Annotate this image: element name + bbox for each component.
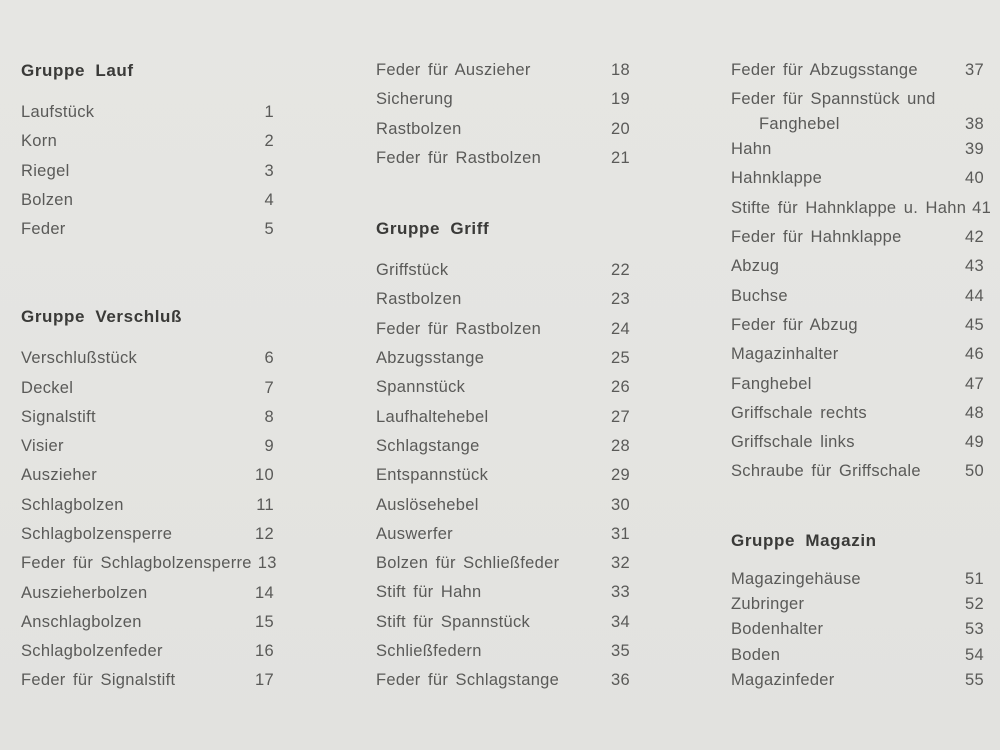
part-number: 54 (965, 645, 984, 664)
part-label: Sicherung (376, 90, 453, 109)
part-label (731, 85, 959, 135)
part-number: 50 (965, 462, 984, 481)
part-label: Laufhaltehebel (376, 407, 489, 426)
part-label: Rastbolzen (376, 119, 462, 138)
part-number: 36 (611, 671, 630, 690)
part-row (21, 491, 274, 520)
part-label: Boden (731, 645, 781, 664)
part-label: Signalstift (21, 407, 96, 426)
part-number: 12 (255, 525, 274, 543)
part-row (21, 520, 274, 549)
part-row (21, 156, 274, 185)
part-label: Hahn (731, 140, 772, 159)
part-number: 43 (965, 257, 984, 276)
part-label: Griffstück (376, 261, 449, 280)
part-number: 2 (264, 132, 274, 151)
part-label-line2: Fanghebel (759, 115, 840, 134)
part-label: Korn (21, 132, 58, 151)
part-number: 21 (611, 149, 630, 168)
part-row (21, 403, 274, 432)
part-number: 29 (611, 466, 630, 485)
part-label: Schlagbolzenfeder (21, 642, 163, 661)
part-number: 19 (611, 90, 630, 109)
part-number: 41 (972, 198, 992, 217)
part-number: 11 (256, 495, 274, 514)
part-label: Abzug (731, 257, 780, 276)
part-row (731, 135, 984, 164)
part-label: Visier (21, 437, 64, 456)
part-label: Auszieherbolzen (21, 583, 148, 602)
part-label: Feder für Rastbolzen (376, 319, 542, 338)
part-label: Magazinhalter (731, 345, 839, 364)
part-row (731, 164, 984, 193)
part-row (376, 432, 630, 461)
part-row (21, 186, 274, 215)
part-label: Griffschale links (731, 433, 855, 452)
part-row (376, 461, 630, 490)
parts-list (21, 344, 277, 696)
part-row (731, 252, 984, 281)
part-label: Fanghebel (731, 374, 812, 393)
part-row (376, 115, 630, 144)
group-header: Gruppe Griff (376, 218, 490, 238)
part-label: Laufstück (21, 102, 95, 121)
part-label: Zubringer (731, 595, 805, 614)
parts-list (731, 56, 992, 487)
part-row (376, 402, 630, 431)
part-number: 35 (611, 641, 630, 660)
parts-list (376, 256, 630, 695)
part-label: Schraube für Griffschale (731, 462, 921, 481)
part-number: 38 (965, 115, 984, 134)
part-row (21, 637, 274, 666)
part-label: Bolzen für Schließfeder (376, 554, 560, 573)
part-number: 26 (611, 378, 630, 397)
part-row (21, 127, 274, 156)
part-label: Magazingehäuse (731, 569, 861, 588)
part-number: 8 (264, 407, 274, 426)
part-label: Feder für Abzug (731, 315, 858, 334)
part-number: 27 (611, 407, 630, 426)
part-row (731, 617, 984, 642)
part-number: 7 (264, 378, 274, 397)
part-row (376, 315, 630, 344)
parts-column (21, 56, 277, 696)
part-label-line1: Feder für Spannstück und (731, 90, 936, 109)
part-row (21, 98, 274, 127)
part-label: Abzugsstange (376, 349, 485, 368)
part-number: 45 (965, 315, 984, 334)
part-label: Feder für Auszieher (376, 61, 531, 80)
part-label: Stift für Spannstück (376, 612, 531, 631)
part-row (731, 223, 984, 252)
part-label: Feder (21, 220, 66, 239)
part-row (731, 340, 984, 369)
part-number: 14 (255, 583, 274, 602)
part-row (731, 56, 984, 85)
part-label: Auszieher (21, 466, 98, 485)
part-label: Riegel (21, 161, 70, 180)
part-row (731, 369, 984, 398)
part-label: Entspannstück (376, 466, 489, 485)
part-label: Bodenhalter (731, 620, 824, 639)
part-label: Magazinfeder (731, 670, 835, 689)
part-label: Feder für Rastbolzen (376, 149, 542, 168)
part-row (21, 344, 274, 373)
part-row (21, 578, 274, 607)
part-number: 23 (611, 290, 630, 309)
part-label: Verschlußstück (21, 349, 138, 368)
part-row (21, 461, 274, 490)
part-number: 10 (255, 466, 274, 485)
part-label: Deckel (21, 378, 74, 397)
part-row (376, 256, 630, 285)
part-label: Spannstück (376, 378, 466, 397)
parts-column (376, 56, 630, 695)
part-number: 15 (255, 612, 274, 631)
part-row (731, 668, 984, 693)
part-row (376, 285, 630, 314)
group-header: Gruppe Magazin (731, 531, 877, 551)
part-number: 13 (257, 554, 277, 573)
part-number: 22 (611, 261, 630, 280)
part-label: Feder für Schlagstange (376, 671, 560, 690)
part-number: 47 (965, 374, 984, 393)
parts-list (731, 567, 984, 693)
part-row (731, 457, 984, 486)
part-row (21, 373, 274, 402)
part-label: Feder für Abzugsstange (731, 61, 918, 80)
group-header: Gruppe Lauf (21, 60, 134, 80)
part-label: Schlagbolzen (21, 495, 124, 514)
part-row (376, 490, 630, 519)
part-number: 55 (965, 670, 984, 689)
part-row (731, 311, 984, 340)
part-number: 40 (965, 169, 984, 188)
part-label: Schlagbolzensperre (21, 525, 173, 543)
part-number: 52 (965, 595, 984, 614)
part-row (731, 281, 984, 310)
part-number: 9 (264, 437, 274, 456)
part-label: Hahnklappe (731, 169, 823, 188)
part-number: 31 (611, 524, 630, 543)
parts-column (731, 56, 992, 693)
part-number: 48 (965, 403, 984, 422)
part-row (376, 608, 630, 637)
part-label: Stifte für Hahnklappe u. Hahn (731, 198, 967, 217)
part-row (376, 666, 630, 695)
part-label: Bolzen (21, 190, 74, 209)
part-number: 5 (264, 220, 274, 239)
part-row (731, 642, 984, 667)
part-label: Rastbolzen (376, 290, 462, 309)
part-number: 4 (264, 190, 274, 209)
part-row (21, 215, 274, 244)
part-number: 37 (965, 61, 984, 80)
part-label: Auslösehebel (376, 495, 479, 514)
part-row (376, 56, 630, 85)
part-number: 6 (264, 349, 274, 368)
part-label: Stift für Hahn (376, 583, 482, 602)
part-number: 49 (965, 433, 984, 452)
part-number: 16 (255, 642, 274, 661)
part-number: 32 (611, 554, 630, 573)
part-number: 34 (611, 612, 630, 631)
part-number: 17 (255, 671, 274, 690)
part-label: Griffschale rechts (731, 403, 867, 422)
part-row (376, 344, 630, 373)
part-number: 51 (965, 569, 984, 588)
part-label: Anschlagbolzen (21, 612, 142, 631)
part-label: Schließfedern (376, 641, 482, 660)
part-number: 1 (264, 102, 274, 121)
part-number: 30 (611, 495, 630, 514)
part-label: Buchse (731, 286, 788, 305)
part-number: 42 (965, 228, 984, 247)
part-row (376, 85, 630, 114)
part-label: Feder für Hahnklappe (731, 228, 902, 247)
part-row (376, 578, 630, 607)
part-number: 53 (965, 620, 984, 639)
part-number: 18 (611, 61, 630, 80)
part-number: 24 (611, 319, 630, 338)
part-row (21, 432, 274, 461)
part-row (731, 428, 984, 457)
part-label: Feder für Signalstift (21, 671, 176, 690)
parts-list (21, 98, 274, 244)
part-row (376, 144, 630, 173)
part-number: 44 (965, 286, 984, 305)
part-number: 46 (965, 345, 984, 364)
part-row (731, 567, 984, 592)
part-row (376, 549, 630, 578)
part-number: 25 (611, 349, 630, 368)
part-number: 39 (965, 140, 984, 159)
part-row (21, 608, 274, 637)
part-label: Schlagstange (376, 436, 480, 455)
part-row (731, 194, 992, 223)
part-number: 33 (611, 583, 630, 602)
part-row (21, 666, 274, 695)
part-number: 3 (264, 161, 274, 180)
parts-list (376, 56, 630, 173)
part-number: 20 (611, 119, 630, 138)
part-row (731, 399, 984, 428)
group-header: Gruppe Verschluß (21, 306, 183, 326)
part-row (376, 520, 630, 549)
part-label: Auswerfer (376, 524, 453, 543)
part-number: 28 (611, 436, 630, 455)
part-row (731, 592, 984, 617)
part-row (731, 85, 984, 135)
part-row (376, 637, 630, 666)
part-row (376, 373, 630, 402)
part-label: Feder für Schlagbolzensperre (21, 554, 252, 573)
part-row (21, 549, 277, 578)
